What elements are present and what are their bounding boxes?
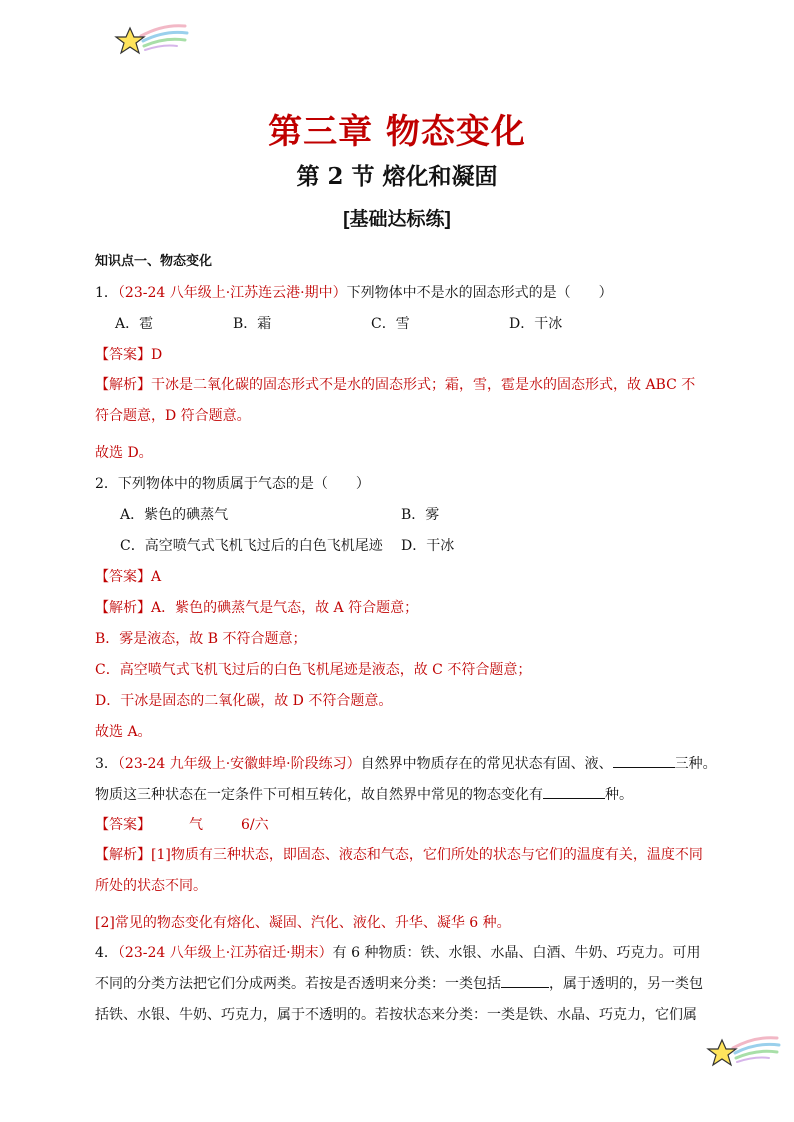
question-number: 1． [95,285,118,301]
question-2 [95,474,705,505]
question-2-options-row2 [95,536,705,567]
question-number: 2． [95,476,118,492]
question-stem: 自然界中物质存在的常见状态有固、液、 [360,756,613,772]
question-stem: 有 6 种物质：铁、水银、水晶、白酒、牛奶、巧克力。可用不同的分类方法把它们分成两类。若按是否透明来分类：一类包括 [95,945,701,992]
question-source: （23-24 八年级上·江苏宿迁·期末） [117,945,333,961]
option-b: B．霜 [233,316,272,332]
question-stem: 物质这三种状态在一定条件下可相互转化，故自然界中常见的物态变化有 [95,787,543,803]
analysis-text: 干冰是二氧化碳的固态形式不是水的固态形式；霜，雪，雹是水的固态形式，故 ABC 不符合题意，D 符合题意。 [95,377,696,424]
answer-value: 气 [189,817,203,833]
analysis-label: 【解析】 [95,377,151,393]
analysis-line: B．雾是液态，故 B 不符合题意； [95,631,307,647]
question-3-continued [95,784,705,815]
fill-blank [501,973,549,988]
option-b: B．雾 [401,507,440,523]
analysis-text: [1]物质有三种状态，即固态、液态和气态，它们所处的状态与它们的温度有关，温度不同所处的状态不同。 [95,847,703,894]
analysis-text: A．紫色的碘蒸气是气态，故 A 符合题意； [151,600,419,616]
question-source: （23-24 九年级上·安徽蚌埠·阶段练习） [117,756,361,772]
section-title: 第 2 节 熔化和凝固 [296,163,498,190]
answer-label: 【答案】 [95,347,151,363]
analysis-line: C．高空喷气式飞机飞过后的白色飞机尾迹是液态，故 C 不符合题意； [95,662,532,678]
shooting-star-icon [113,20,193,60]
option-c: C．高空喷气式飞机飞过后的白色飞机尾迹 [120,538,383,554]
analysis-block [95,370,705,432]
answer-line [95,567,705,598]
answer-label: 【答案】 [95,569,151,585]
fill-blank [543,784,605,799]
option-a: A．雹 [115,316,154,332]
question-3 [95,753,717,784]
option-c: C．雪 [371,316,410,332]
answer-value: 6/六 [241,817,269,833]
knowledge-point-heading: 知识点一、物态变化 [95,254,213,269]
question-4 [95,938,705,1031]
option-d: D．干冰 [509,316,563,332]
analysis-line: D．干冰是固态的二氧化碳，故 D 不符合题意。 [95,693,393,709]
question-2-options-row1 [95,505,705,536]
question-stem: 下列物体中不是水的固态形式的是（ ） [346,285,613,301]
conclusion-line: 故选 D。 [95,445,153,461]
answer-value: D [151,347,163,363]
analysis-label: 【解析】 [95,600,151,616]
document-body [95,252,717,1042]
question-number: 3． [95,756,118,772]
analysis-block [95,840,705,902]
question-stem: 下列物体中的物质属于气态的是（ ） [117,476,370,492]
fill-blank [613,753,675,768]
question-1 [95,283,705,314]
practice-heading: [基础达标练] [343,209,451,230]
question-stem: 三种。 [674,756,717,772]
question-1-options [95,314,705,345]
answer-value: A [151,569,162,585]
question-stem: 种。 [605,787,633,803]
conclusion-line: 故选 A。 [95,724,152,740]
question-source: （23-24 八年级上·江苏连云港·期中） [117,285,347,301]
answer-label: 【答案】 [95,817,151,833]
question-stem: ，属于透明的，另一类包括铁、水银、牛奶、巧克力，属于不透明的。若按状态来分类：一类是铁、水晶、巧克力，它们属 [95,976,703,1023]
question-number: 4． [95,945,118,961]
option-d: D．干冰 [401,538,455,554]
analysis-line: [2]常见的物态变化有熔化、凝固、汽化、液化、升华、凝华 6 种。 [95,915,511,931]
analysis-label: 【解析】 [95,847,151,863]
option-a: A．紫色的碘蒸气 [120,507,229,523]
analysis-line [95,598,705,629]
shooting-star-icon [705,1032,785,1072]
chapter-title: 第三章 物态变化 [268,112,526,152]
